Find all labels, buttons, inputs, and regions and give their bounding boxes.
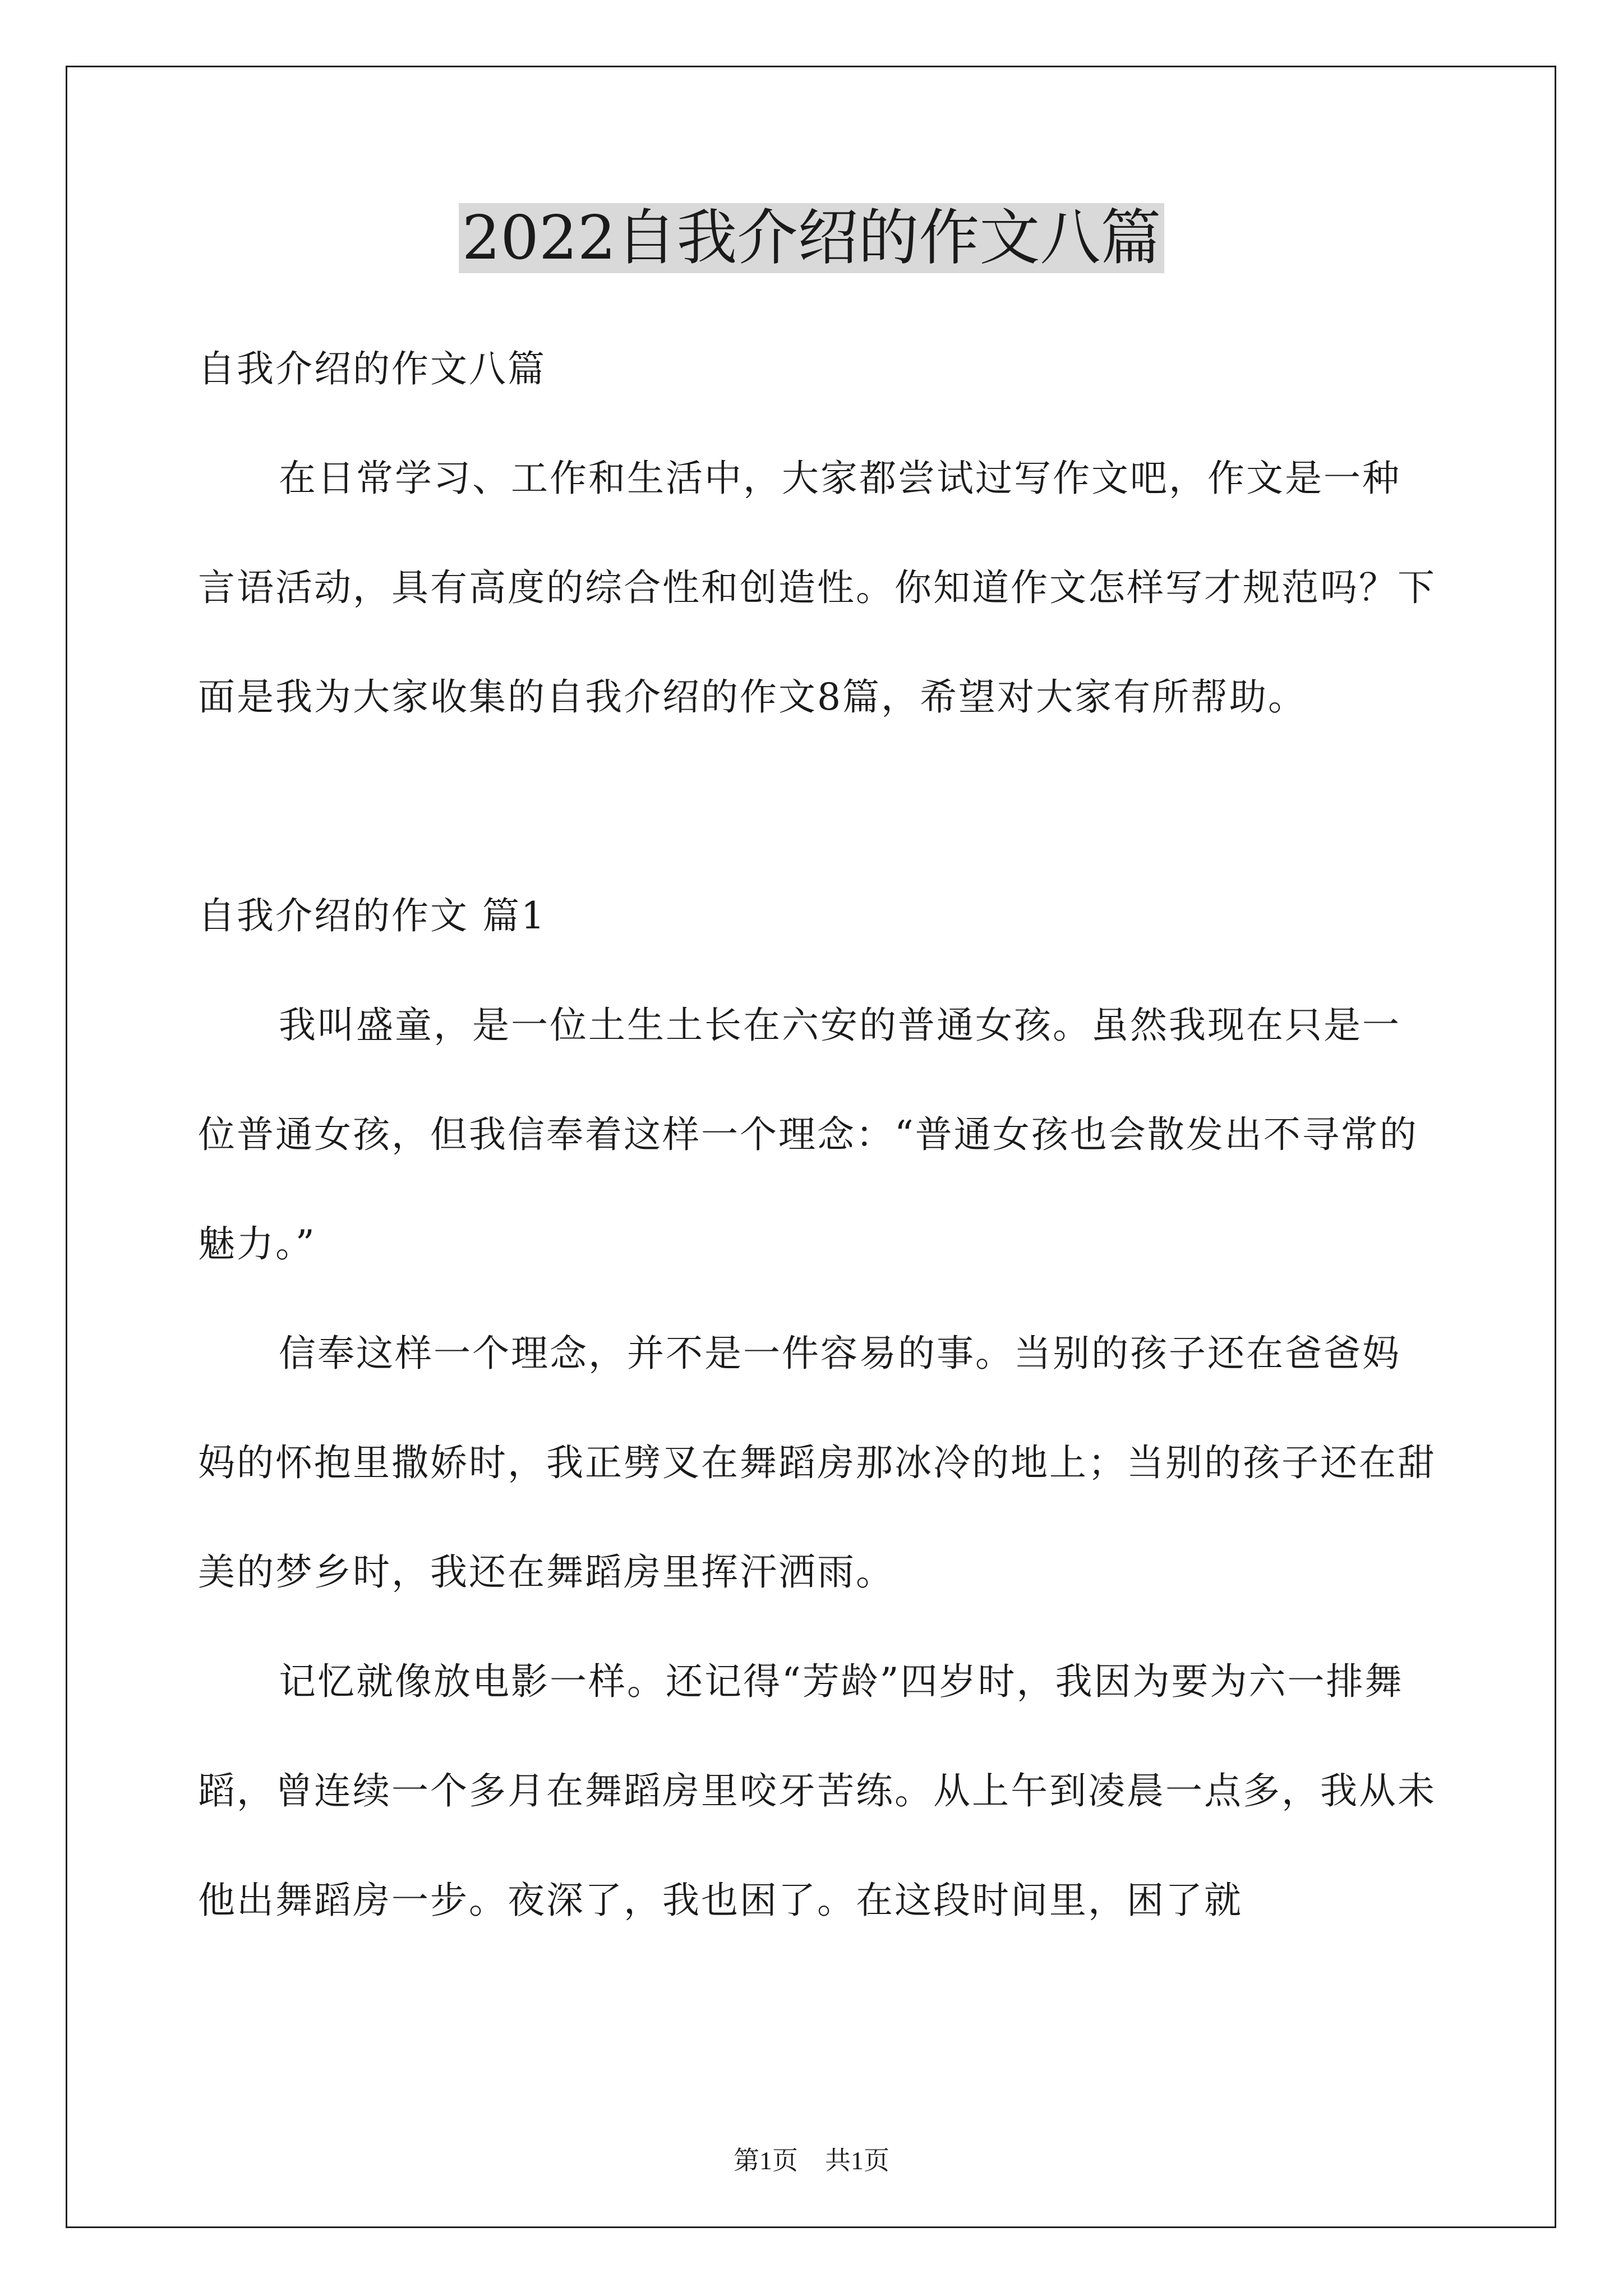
main-heading: 自我介绍的作文八篇	[198, 347, 546, 390]
document-body	[198, 314, 1437, 1955]
document-title-text: 2022自我介绍的作文八篇	[459, 203, 1165, 273]
document-title	[0, 199, 1623, 278]
section-1-paragraph-2: 信奉这样一个理念，并不是一件容易的事。当别的孩子还在爸爸妈妈的怀抱里撒娇时，我正劈叉在舞蹈房那冰冷的地上；当别的孩子还在甜美的梦乡时，我还在舞蹈房里挥汗洒雨。	[198, 1332, 1436, 1594]
section-1-paragraph-3: 记忆就像放电影一样。还记得“芳龄”四岁时，我因为要为六一排舞蹈，曾连续一个多月在舞蹈房里咬牙苦练。从上午到凌晨一点多，我从未他出舞蹈房一步。夜深了，我也困了。在这段时间里，困了就	[198, 1660, 1436, 1922]
page-total: 共1页	[825, 2146, 889, 2175]
page-footer	[0, 2140, 1623, 2177]
intro-paragraph: 在日常学习、工作和生活中，大家都尝试过写作文吧，作文是一种言语活动，具有高度的综合性和创造性。你知道作文怎样写才规范吗？下面是我为大家收集的自我介绍的作文8篇，希望对大家有所帮助。	[198, 457, 1436, 719]
section-1-heading: 自我介绍的作文 篇1	[198, 894, 546, 937]
page-number: 第1页	[734, 2146, 798, 2175]
section-1-paragraph-1: 我叫盛童，是一位土生土长在六安的普通女孩。虽然我现在只是一位普通女孩，但我信奉着这样一个理念：“普通女孩也会散发出不寻常的魅力。”	[198, 1004, 1418, 1266]
